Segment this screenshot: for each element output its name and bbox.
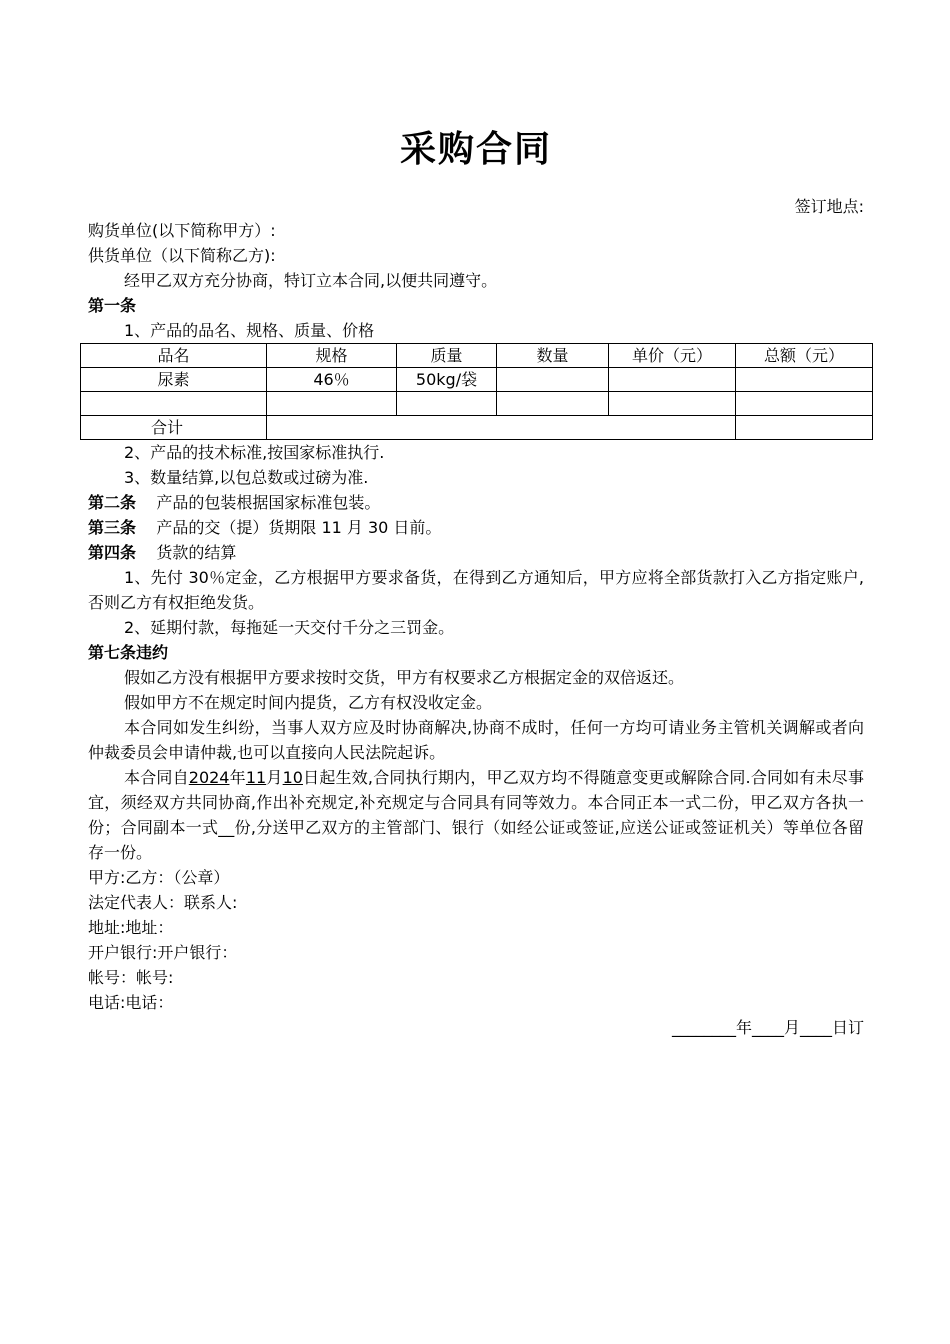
total-label: 合计 [81, 416, 267, 440]
article4-text: 货款的结算 [156, 543, 237, 562]
effective-day: 10 [282, 768, 303, 787]
header-cell: 规格 [267, 344, 397, 368]
signature-line: 帐号：帐号: [88, 968, 174, 987]
article4-item2: 2、延期付款，每拖延一天交付千分之三罚金。 [124, 618, 455, 637]
table-cell [497, 368, 609, 392]
buyer-line: 购货单位(以下简称甲方）: [88, 221, 276, 240]
article7-heading: 第七条违约 [88, 643, 169, 662]
article1-heading: 第一条 [88, 296, 137, 315]
table-row [81, 392, 873, 416]
table-cell: 50kg/袋 [397, 368, 497, 392]
table-cell [736, 392, 873, 416]
effective-month-unit: 月 [266, 768, 283, 787]
article4-line [88, 540, 864, 565]
intro-text: 经甲乙双方充分协商，特订立本合同,以便共同遵守。 [124, 271, 498, 290]
seller-line: 供货单位（以下简称乙方): [88, 246, 276, 265]
table-cell [609, 392, 736, 416]
table-cell [736, 368, 873, 392]
header-cell: 总额（元） [736, 344, 873, 368]
article1-item3: 3、数量结算,以包总数或过磅为准. [124, 468, 369, 487]
article3-text: 产品的交（提）货期限 11 月 30 日前。 [156, 518, 442, 537]
article2-text: 产品的包装根据国家标准包装。 [156, 493, 381, 512]
product-table [80, 343, 873, 440]
header-cell: 数量 [497, 344, 609, 368]
table-cell: 尿素 [81, 368, 267, 392]
effective-rest: 日起生效,合同执行期内，甲乙双方均不得随意变更或解除合同.合同如有未尽事宜，须经双方共同协商,作出补充规定,补充规定与合同具有同等效力。本合同正本一式二份，甲乙双方各执一份；合同副本一式__份,分送甲乙双方的主管部门、银行（如经公证或签证,应送公证或签证机关）等单位各留存一份。 [88, 768, 864, 862]
effective-year: 2024 [188, 768, 230, 787]
article1-item1: 1、产品的品名、规格、质量、价格 [124, 321, 375, 340]
article2-heading: 第二条 [88, 493, 137, 512]
article1-item2: 2、产品的技术标准,按国家标准执行. [124, 443, 385, 462]
article4-item1: 1、先付 30％定金，乙方根据甲方要求备货，在得到乙方通知后，甲方应将全部货款打入乙方指定账户,否则乙方有权拒绝发货。 [88, 568, 864, 612]
signing-date-line: ________年____月____日订 [671, 1018, 864, 1037]
article7-p1: 假如乙方没有根据甲方要求按时交货，甲方有权要求乙方根据定金的双倍返还。 [124, 668, 685, 687]
article7-p2: 假如甲方不在规定时间内提货，乙方有权没收定金。 [124, 693, 493, 712]
table-cell [609, 368, 736, 392]
article3-line [88, 515, 864, 540]
header-cell: 品名 [81, 344, 267, 368]
total-amount-cell [736, 416, 873, 440]
table-header-row [81, 344, 873, 368]
table-row [81, 368, 873, 392]
table-cell: 46％ [267, 368, 397, 392]
table-cell [267, 392, 397, 416]
table-cell [397, 392, 497, 416]
contract-body [88, 218, 864, 1040]
sign-place-label: 签订地点: [794, 197, 864, 216]
signature-line: 甲方:乙方：（公章） [88, 868, 230, 887]
signature-line: 电话:电话： [88, 993, 174, 1012]
article4-heading: 第四条 [88, 543, 137, 562]
header-cell: 单价（元） [609, 344, 736, 368]
header-cell: 质量 [397, 344, 497, 368]
article3-heading: 第三条 [88, 518, 137, 537]
total-empty-cell [267, 416, 736, 440]
article7-p4 [88, 765, 864, 865]
article7-p3: 本合同如发生纠纷，当事人双方应及时协商解决,协商不成时，任何一方均可请业务主管机关调解或者向仲裁委员会申请仲裁,也可以直接向人民法院起诉。 [88, 718, 864, 762]
table-cell [81, 392, 267, 416]
signature-line: 法定代表人：联系人: [88, 893, 238, 912]
effective-prefix: 本合同自 [124, 768, 189, 787]
effective-month: 11 [245, 768, 267, 787]
signature-line: 地址:地址： [88, 918, 174, 937]
document-title: 采购合同 [399, 129, 552, 170]
signature-line: 开户银行:开户银行： [88, 943, 238, 962]
effective-year-unit: 年 [229, 768, 246, 787]
article2-line [88, 490, 864, 515]
table-total-row [81, 416, 873, 440]
table-cell [497, 392, 609, 416]
